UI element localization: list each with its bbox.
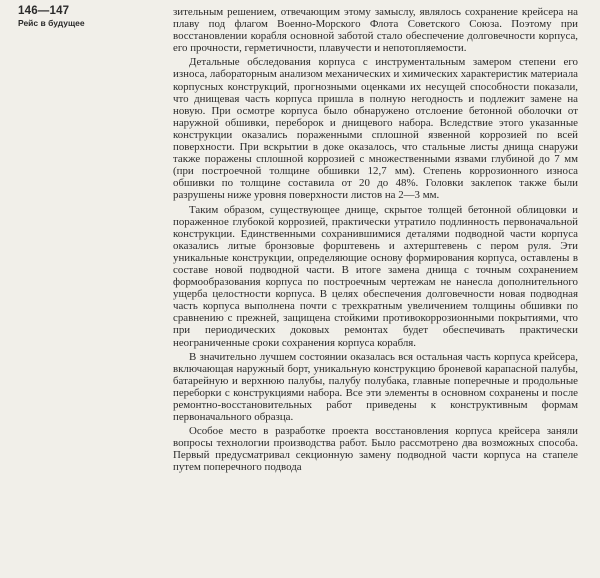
body-text xyxy=(173,6,578,476)
page-header xyxy=(18,5,138,28)
page-numbers: 146—147 xyxy=(18,5,70,17)
paragraph: В значительно лучшем состоянии оказалась вся остальная часть корпуса крейсера, включающая наружный борт, уникальную конструкцию броневой карапасной палубы, батарейную и верхнюю палубы, палубу полубака, главные поперечные и продольные переборки с конструкциями набора. Все эти элементы в основном сохранены и после ремонтно-восстановительных работ приведены к конструктивным формам первоначального образца. xyxy=(173,350,578,424)
paragraph: Таким образом, существующее днище, скрытое толщей бетонной облицовки и пораженное глубокой коррозией, практически утратило подлинность первоначальной конструкции. Единственными сохранившимися деталями подводной части корпуса оказались литые бронзовые форштевень и ахтерштевень с пером руля. Эти уникальные конструкции, определяющие основу формирования корпуса, оставлены в составе новой подводной части. В итоге замена днища с точным сохранением формообразования корпуса по построечным чертежам не нанесла дополнительного ущерба целостности корпуса. В целях обеспечения долговечности новая подводная часть корпуса выполнена почти с трехкратным увеличением толщины обшивки по сравнению с прежней, защищена стойкими противокоррозионными покрытиями, что при периодических доковых ремонтах будет обеспечивать практически неограниченные сроки сохранения корпуса корабля. xyxy=(173,203,578,349)
paragraph: Особое место в разработке проекта восстановления корпуса крейсера заняли вопросы технологии производства работ. Было рассмотрено два возможных способа. Первый предусматривал секционную замену подводной части корпуса на стапеле путем поперечного подвода xyxy=(173,425,578,474)
paragraph: зительным решением, отвечающим этому замыслу, являлось сохранение крейсера на плаву под флагом Военно-Морского Флота Советского Союза. Поэтому при восстановлении корабля основной заботой стало обеспечение долговечности корпуса, его прочности, герметичности, плавучести и непотопляемости. xyxy=(173,6,578,55)
paragraph: Детальные обследования корпуса с инструментальным замером степени его износа, лабораторным анализом механических и химических характеристик материала корпусных конструкций, прогнозными оценками их несущей способности показали, что днищевая часть корпуса пришла в полную негодность и подлежит замене на новую. При осмотре корпуса было обнаружено отслоение бетонной оболочки от наружной обшивки, переборок и днищевого набора. Вследствие этого указанные конструкции оказались пораженными сплошной язвенной коррозией по всей поверхности. При вскрытии в доке оказалось, что стальные листы днища снаружи также поражены сплошной коррозией с множественными язвами глубиной до 7 мм (при построечной толщине обшивки 12,7 мм). Степень коррозионного износа обшивки по толщине составила от 20 до 48%. Головки заклепок также были разрушены ниже уровня поверхности листов на 2—3 мм. xyxy=(173,56,579,202)
section-title: Рейс в будущее xyxy=(18,18,85,28)
